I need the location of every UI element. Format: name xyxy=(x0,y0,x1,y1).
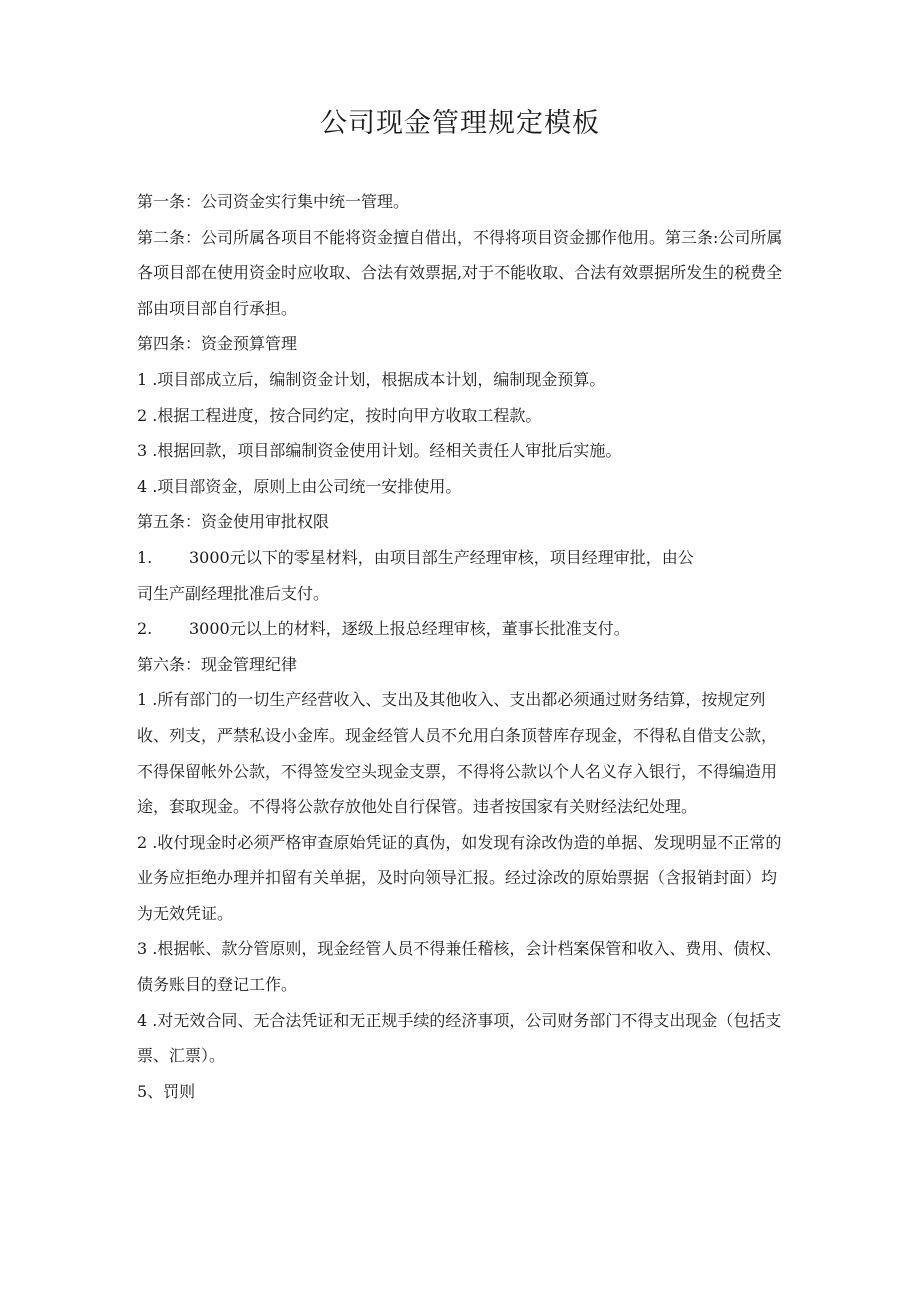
item-text: 3000元以下的零星材料，由项目部生产经理审核，项目经理审批，由公 xyxy=(189,547,694,567)
article-5-item-2 xyxy=(137,611,787,647)
article-1: 第一条：公司资金实行集中统一管理。 xyxy=(137,192,410,211)
article-6-item-2: 2 .收付现金时必须严格审查原始凭证的真伪，如发现有涂改伪造的单据、发现明显不正常的业务应拒绝办理并扣留有关单据，及时向领导汇报。经过涂改的原始票据（含报销封面）均为无效凭证。 xyxy=(137,832,782,923)
document-body xyxy=(137,184,787,1109)
article-4-item-4: 4 .项目部资金，原则上由公司统一安排使用。 xyxy=(137,476,462,496)
penalty-heading: 5、罚则 xyxy=(137,1081,196,1101)
article-5-item-1 xyxy=(137,540,787,576)
item-number: 1. xyxy=(137,547,153,567)
article-4-heading: 第四条：资金预算管理 xyxy=(137,334,298,354)
article-4-item-3: 3 .根据回款，项目部编制资金使用计划。经相关责任人审批后实施。 xyxy=(137,441,622,461)
article-4-item-2: 2 .根据工程进度，按合同约定，按时向甲方收取工程款。 xyxy=(137,405,542,425)
article-5-item-1-continued: 司生产副经理批准后支付。 xyxy=(137,583,330,603)
item-text: 3000元以上的材料，逐级上报总经理审核，董事长批准支付。 xyxy=(189,619,630,639)
article-6-item-1: 1 .所有部门的一切生产经营收入、支出及其他收入、支出都必须通过财务结算，按规定列收、列支，严禁私设小金库。现金经管人员不允用白条顶替库存现金，不得私自借支公款，不得保留帐外公款，不得签发空头现金支票，不得将公款以个人名义存入银行，不得编造用途，套取现金。不得将公款存放他处自行保管。违者按国家有关财经法纪处理。 xyxy=(137,690,778,817)
article-6-item-4: 4 .对无效合同、无合法凭证和无正规手续的经济事项，公司财务部门不得支出现金（包括支票、汇票）。 xyxy=(137,1010,782,1066)
document-title: 公司现金管理规定模板 xyxy=(320,108,600,139)
article-6-item-3: 3 .根据帐、款分管原则，现金经管人员不得兼任稽核，会计档案保管和收入、费用、债权、债务账目的登记工作。 xyxy=(137,939,782,995)
article-6-heading: 第六条：现金管理纪律 xyxy=(137,654,298,674)
article-2-3: 第二条：公司所属各项目不能将资金擅自借出，不得将项目资金挪作他用。第三条:公司所属各项目部在使用资金时应收取、合法有效票据,对于不能收取、合法有效票据所发生的税费全部由项目部自行承担。 xyxy=(137,227,783,318)
item-number: 2. xyxy=(137,619,153,639)
article-4-item-1: 1 .项目部成立后，编制资金计划，根据成本计划，编制现金预算。 xyxy=(137,369,606,389)
article-5-heading: 第五条：资金使用审批权限 xyxy=(137,512,330,532)
